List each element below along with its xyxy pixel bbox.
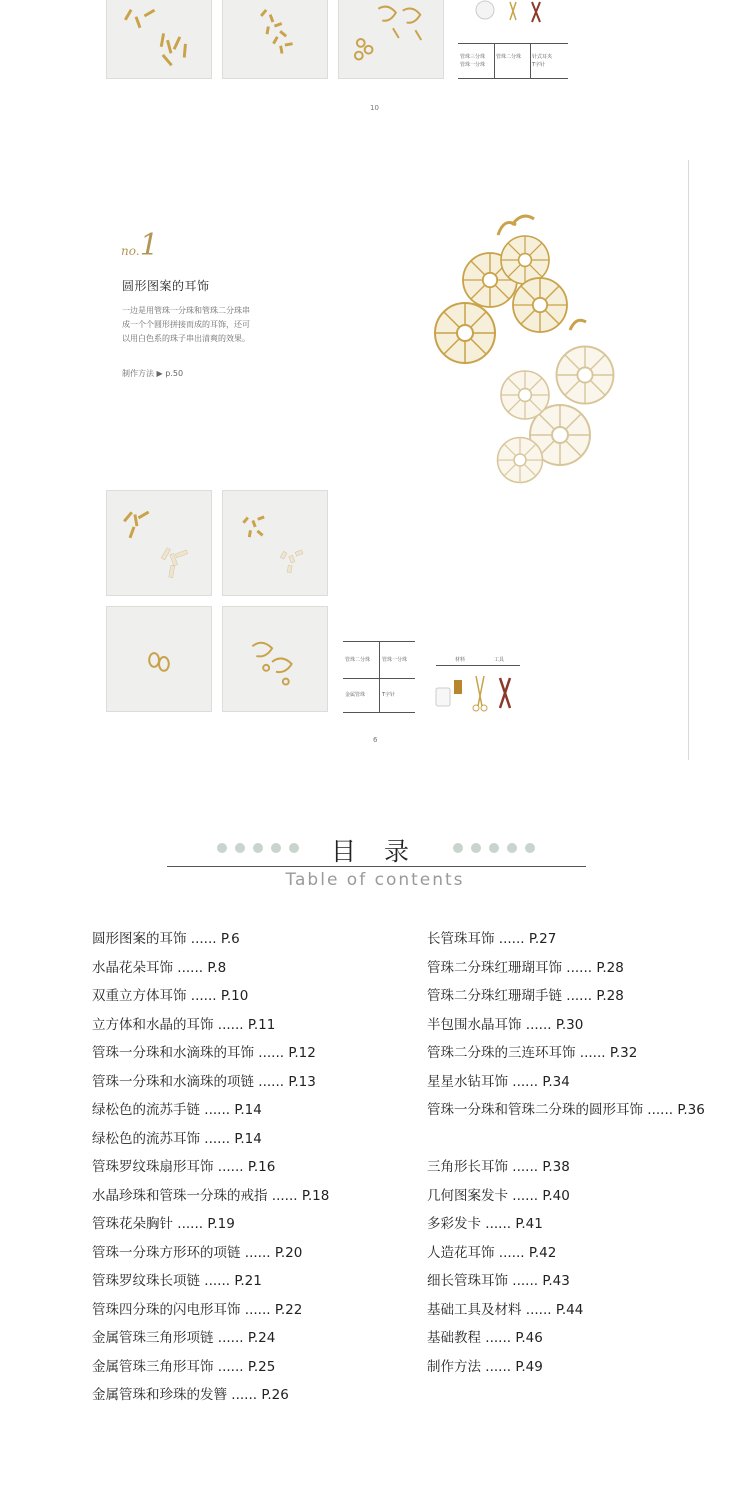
toc-entry[interactable]: 水晶花朵耳饰 ...... P.8: [92, 959, 227, 976]
materials-table-cell: T字针: [382, 692, 396, 698]
material-photo-3: [106, 606, 212, 712]
toc-title: 目 录: [331, 837, 419, 866]
materials-table: [343, 641, 415, 713]
toc-column-left: [92, 925, 329, 1410]
tools-label: 工具: [494, 657, 505, 663]
toc-entry[interactable]: 基础教程 ...... P.46: [427, 1330, 543, 1346]
clip-earring-findings-icon: [223, 607, 327, 711]
dot-icon: [471, 843, 481, 853]
product-number: [121, 228, 159, 263]
product-title: 圆形图案的耳饰: [122, 279, 210, 293]
short-beads-icon: [223, 491, 327, 595]
toc-dots-right: [453, 843, 535, 853]
dot-icon: [525, 843, 535, 853]
jump-ring-icon: [107, 607, 211, 711]
dot-icon: [489, 843, 499, 853]
toc-entry[interactable]: 几何图案发卡 ...... P.40: [427, 1187, 570, 1204]
dot-icon: [453, 843, 463, 853]
gold-short-beads-icon: [223, 0, 327, 78]
toc-entry[interactable]: 立方体和水晶的耳饰 ...... P.11: [92, 1016, 276, 1033]
toc-entry[interactable]: 绿松色的流苏耳饰 ...... P.14: [92, 1130, 262, 1147]
mini-table-cell: 管珠二分珠: [496, 54, 522, 60]
tools-icon: [470, 0, 560, 28]
tools-rule: [436, 665, 520, 666]
toc-entry[interactable]: 管珠一分珠和水滴珠的耳饰 ...... P.12: [92, 1045, 316, 1061]
toc-entry[interactable]: 基础工具及材料 ...... P.44: [427, 1301, 584, 1318]
toc-entry[interactable]: 水晶珍珠和管珠一分珠的戒指 ...... P.18: [92, 1187, 330, 1204]
product-description: 一边是用管珠一分珠和管珠二分珠串成一个个圆形拼接而成的耳饰，还可以用白色系的珠子串出清爽的效果。: [122, 306, 250, 343]
toc-subtitle: Table of contents: [285, 870, 465, 890]
tools-label: 材料: [455, 657, 466, 663]
toc-entry[interactable]: 细长管珠耳饰 ...... P.43: [427, 1273, 570, 1289]
materials-table-cell: 管珠二分珠: [345, 657, 371, 663]
materials-mini-table: [458, 43, 568, 79]
bead-photo-2: [222, 0, 328, 79]
toc-entry[interactable]: 金属管珠和珍珠的发簪 ...... P.26: [92, 1387, 289, 1403]
material-photo-1: [106, 490, 212, 596]
toc-divider: [167, 866, 586, 867]
findings-photo: [338, 0, 444, 79]
toc-entry[interactable]: 半包围水晶耳饰 ...... P.30: [427, 1016, 584, 1033]
toc-entry[interactable]: 绿松色的流苏手链 ...... P.14: [92, 1102, 262, 1118]
product-number-prefix: no.: [121, 244, 140, 258]
toc-entry[interactable]: 圆形图案的耳饰 ...... P.6: [92, 931, 240, 947]
toc-entry[interactable]: 长管珠耳饰 ...... P.27: [427, 931, 557, 947]
toc-entry[interactable]: 管珠一分珠和管珠二分珠的圆形耳饰 ...... P.36: [427, 1102, 705, 1118]
page-edge: [688, 160, 689, 760]
toc-entry[interactable]: 管珠二分珠红珊瑚手链 ...... P.28: [427, 988, 624, 1004]
toc-entry[interactable]: 管珠一分珠和水滴珠的项链 ...... P.13: [92, 1073, 316, 1090]
toc-entry[interactable]: 三角形长耳饰 ...... P.38: [427, 1159, 570, 1175]
mini-table-cell: 针式耳夹: [532, 54, 553, 60]
product-page-ref: 制作方法 ▶ p.50: [122, 369, 184, 378]
toc-entry[interactable]: 金属管珠三角形耳饰 ...... P.25: [92, 1358, 276, 1375]
toc-column-right: [427, 925, 717, 1381]
toc-entry[interactable]: 管珠罗纹珠扇形耳饰 ...... P.16: [92, 1159, 276, 1175]
thread-scissors-pliers-icon: [434, 674, 524, 712]
toc-entry[interactable]: 管珠一分珠方形环的项链 ...... P.20: [92, 1244, 303, 1261]
earring-clip-icon: [339, 0, 443, 78]
toc-entry[interactable]: 管珠二分珠红珊瑚耳饰 ...... P.28: [427, 959, 624, 976]
toc-entry[interactable]: 人造花耳饰 ...... P.42: [427, 1244, 557, 1261]
mini-table-cell: 管珠三分珠: [460, 54, 486, 60]
bead-photo-1: [106, 0, 212, 79]
toc-entry[interactable]: 管珠花朵胸针 ...... P.19: [92, 1216, 235, 1232]
toc-entry[interactable]: 管珠二分珠的三连环耳饰 ...... P.32: [427, 1045, 638, 1061]
toc-entry[interactable]: 多彩发卡 ...... P.41: [427, 1216, 543, 1232]
toc-entry[interactable]: 星星水钻耳饰 ...... P.34: [427, 1073, 570, 1090]
mini-table-cell: 管珠一分珠: [460, 62, 486, 68]
toc-entry[interactable]: 双重立方体耳饰 ...... P.10: [92, 988, 249, 1004]
product-number-digit: 1: [139, 228, 159, 263]
gold-tube-beads-icon: [107, 0, 211, 78]
toc-entry[interactable]: 管珠罗纹珠长项链 ...... P.21: [92, 1273, 262, 1289]
earring-photo: [420, 205, 635, 505]
page-number-top: 10: [370, 104, 379, 112]
toc-entry[interactable]: 管珠四分珠的闪电形耳饰 ...... P.22: [92, 1301, 303, 1318]
material-photo-4: [222, 606, 328, 712]
mini-table-cell: T字针: [532, 62, 546, 68]
gold-white-tube-beads-icon: [107, 491, 211, 595]
dot-icon: [507, 843, 517, 853]
materials-table-cell: 管珠一分珠: [382, 657, 408, 663]
toc-entry[interactable]: 金属管珠三角形项链 ...... P.24: [92, 1330, 276, 1346]
toc-entry[interactable]: 制作方法 ...... P.49: [427, 1358, 543, 1375]
page-number-product: 6: [373, 736, 378, 744]
material-photo-2: [222, 490, 328, 596]
materials-table-cell: 金属管珠: [345, 692, 366, 698]
